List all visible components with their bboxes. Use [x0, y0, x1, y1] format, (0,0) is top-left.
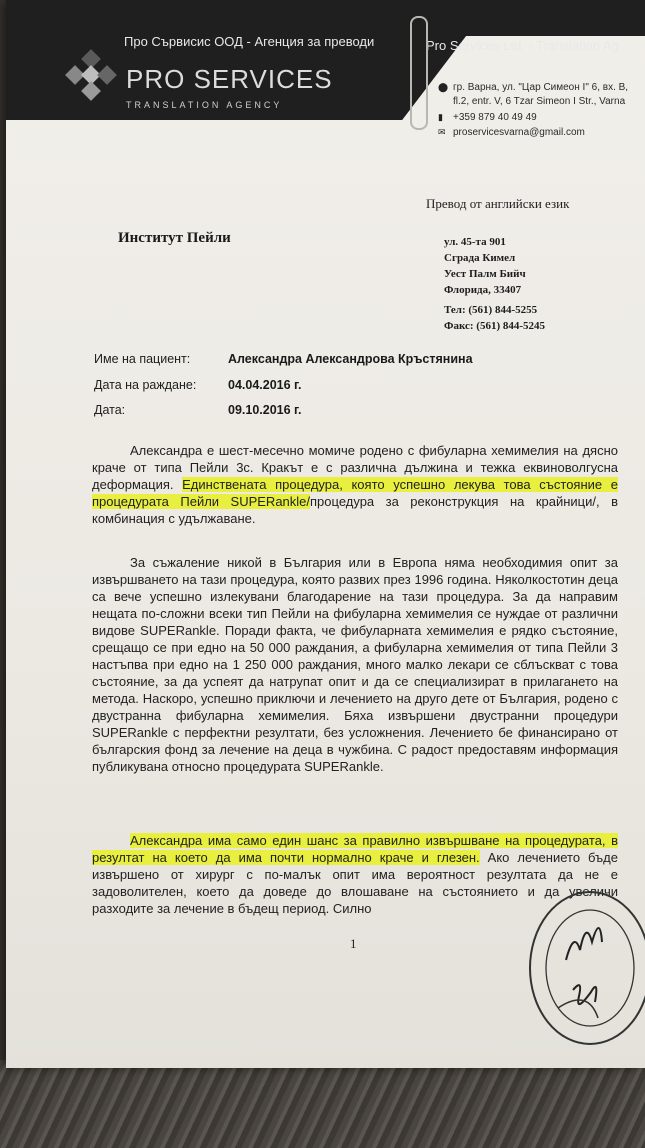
- fax-line: Факс: (561) 844-5245: [444, 320, 546, 332]
- address-line: ул. 45-та 901: [444, 236, 506, 248]
- letter-date-value: 09.10.2016 г.: [228, 403, 302, 417]
- paragraph-procedure-experience: За съжаление никой в България или в Европа няма необходимия опит за извършването на тази процедура, която развих през 1996 година. Няколкостотин деца са вече успешно излекувани благодарение на тази процедура. За да направим нещата по-сложни всеки тип Пейли на фибуларна хемимелия се нуждае от различни видове SUPERankle. Поради факта, че фибуларната хемимелия е рядко състояние, срещащо се при едно на 50 000 раждания, а фибуларна хемимелия от типа Пейли 3 настъпва при едно на 1 250 000 раждания, много малко лекари се сблъскват с това състояние, за да успеят да натрупат опит и да се специализират в прилагането на метода. Наскоро, успешно приключи и лечението на друго дете от България, родено с двустранна фибуларна хемимелия. Бяха извършени двустранни процедури SUPERankle с перфектни резултати, без усложнения. Лечението бе финансирано от българския фонд за лечение на деца в чужбина. С радост предоставям информация публикувана относно процедурата SUPERankle.: [92, 555, 618, 774]
- table-surface: [0, 1060, 645, 1148]
- birth-date-value: 04.04.2016 г.: [228, 378, 302, 392]
- address-line: Флорида, 33407: [444, 284, 522, 296]
- paragraph-single-chance: Александра има само един шанс за правилно извършване на процедурата, в резултат на което да има почти нормално краче и глезен. Ако лечението бъде извършено от хирург с по-малък опит има вероятност резултата да не е задоволителен, което да доведе до влошаване на състоянието и да увеличи разходите за лечение в бъдещ период. Силно: [92, 833, 618, 916]
- letter-date-label: Дата:: [94, 403, 126, 417]
- phone-line: Тел: (561) 844-5255: [444, 304, 538, 316]
- birth-date-label: Дата на раждане:: [94, 378, 197, 392]
- highlighted-text: Александра има само един шанс за правилно извършване на процедурата, в резултат на което да има почти нормално краче и глезен.: [92, 833, 618, 865]
- letterhead-agency-bg: Про Сървисис ООД - Агенция за преводи: [124, 34, 375, 49]
- paperclip: [410, 16, 428, 130]
- document-page: [6, 0, 645, 1068]
- contact-address-bg: ⬤ гр. Варна, ул. "Цар Симеон I" 6, вх. В,: [438, 82, 629, 93]
- patient-name-label: Име на пациент:: [94, 352, 191, 366]
- letterhead-agency-en: Pro Services Ltd. - Translation Ag: [426, 38, 619, 53]
- translation-note: Превод от английски език: [426, 196, 570, 211]
- pro-services-logo: [62, 48, 120, 106]
- company-stamp: [518, 890, 645, 1060]
- contact-address-en: fl.2, entr. V, 6 Tzar Simeon I Str., Varna: [453, 96, 626, 107]
- brand-name: PRO SERVICES: [126, 64, 333, 94]
- highlighted-text: Единствената процедура, която успешно лекува това състояние е процедурата Пейли SUPERankle/: [92, 477, 619, 509]
- patient-name-value: Александра Александрова Кръстянина: [228, 352, 473, 366]
- recipient-institute: Институт Пейли: [118, 230, 231, 246]
- phone-icon: ▮: [438, 112, 443, 122]
- contact-email: ✉ proservicesvarna@gmail.com: [438, 127, 585, 138]
- paragraph-diagnosis: Александра е шест-месечно момиче родено с фибуларна хемимелия на дясно краче от типа Пейли 3с. Кракът е с различна дължина и тежка еквиноволгусна деформация. Единствената процедура, която успешно лекува това състояние е процедурата Пейли SUPERankle/процедура за реконструкция на крайници/, в комбинация с удължаване.: [92, 443, 619, 526]
- mail-icon: ✉: [438, 127, 446, 137]
- page-number: 1: [350, 936, 357, 951]
- address-line: Сграда Кимел: [444, 252, 516, 264]
- address-line: Уест Палм Бийч: [444, 268, 526, 280]
- brand-subtitle: TRANSLATION AGENCY: [126, 100, 283, 110]
- contact-phone: ▮ +359 879 40 49 49: [438, 112, 537, 123]
- location-pin-icon: ⬤: [438, 82, 449, 92]
